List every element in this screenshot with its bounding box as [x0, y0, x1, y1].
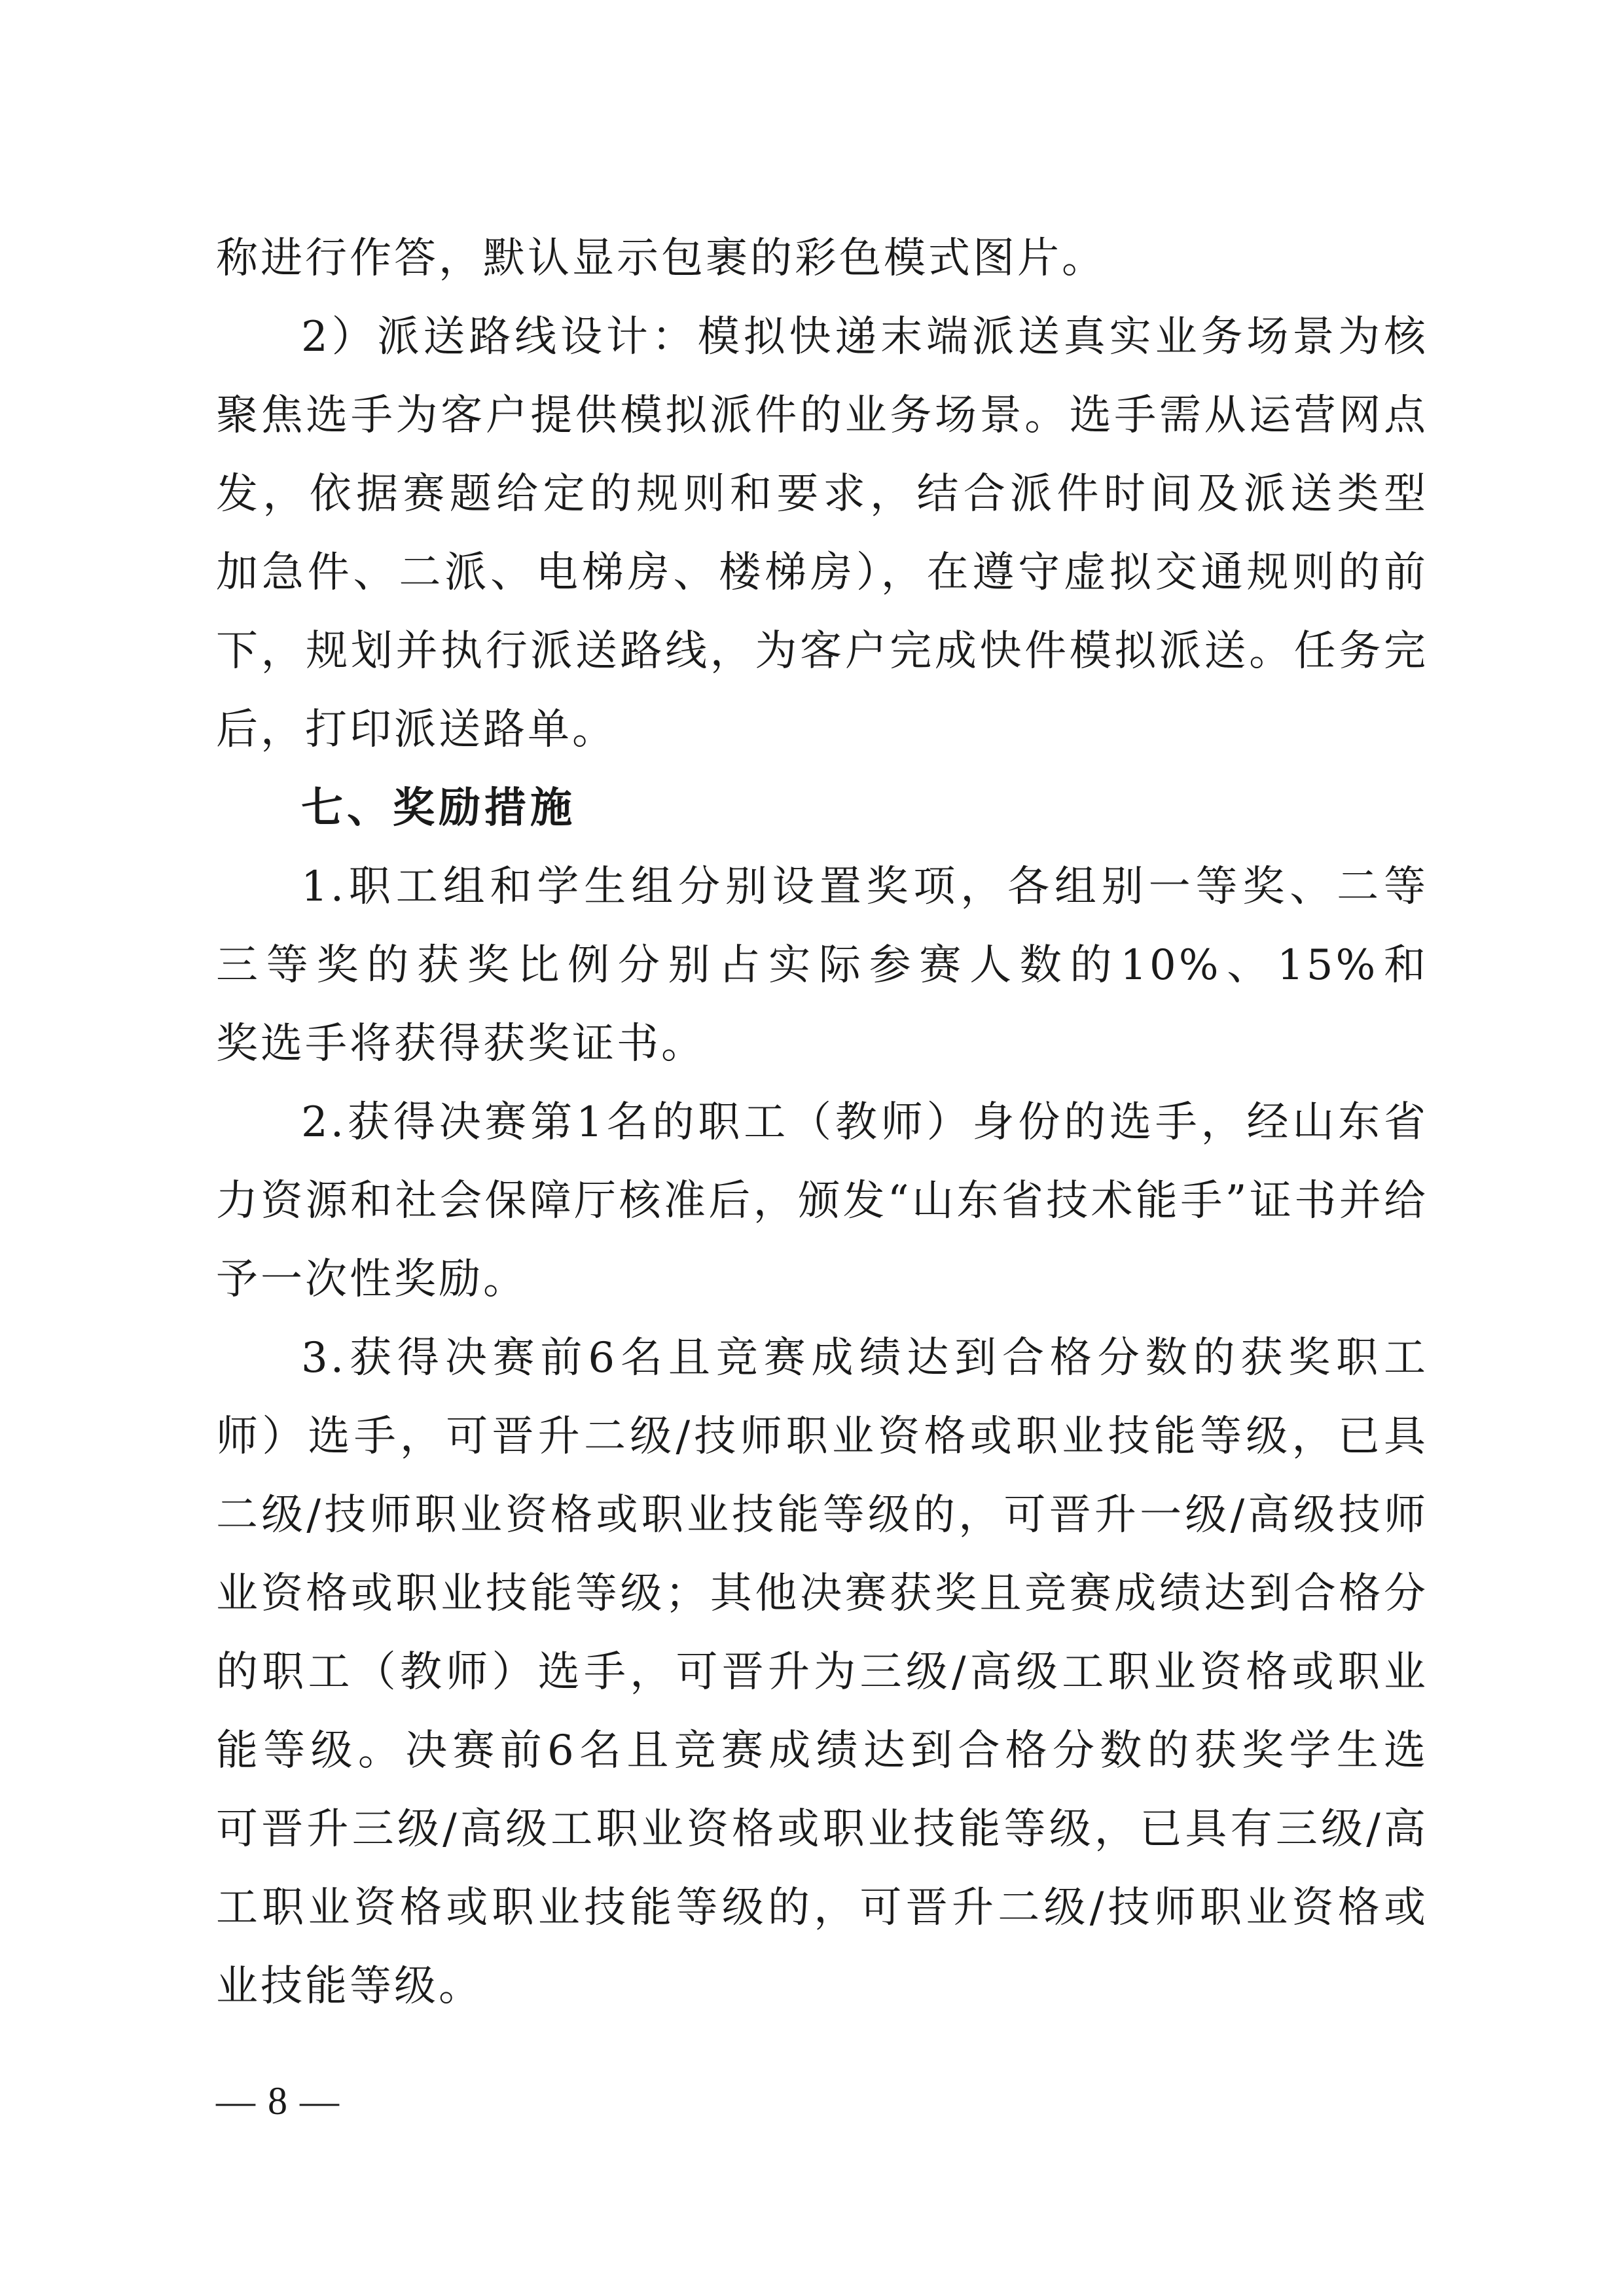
paragraph-line: 后，打印派送路单。	[216, 706, 617, 754]
paragraph-line: 称进行作答，默认显示包裹的彩色模式图片。	[216, 234, 1106, 283]
paragraph-line: 发，依据赛题给定的规则和要求，结合派件时间及派送类型	[216, 470, 1428, 518]
paragraph-line: 2.获得决赛第1名的职工（教师）身份的选手，经山东省	[301, 1098, 1428, 1147]
paragraph-line: 3.获得决赛前6名且竞赛成绩达到合格分数的获奖职工	[301, 1334, 1428, 1382]
paragraph-line: 力资源和社会保障厅核准后，颁发“山东省技术能手”证书并给	[216, 1177, 1428, 1225]
paragraph-line: 的职工（教师）选手，可晋升为三级/高级工职业资格或职业	[216, 1648, 1428, 1696]
paragraph-line: 奖选手将获得获奖证书。	[216, 1020, 706, 1068]
paragraph-line: 工职业资格或职业技能等级的，可晋升二级/技师职业资格或	[216, 1884, 1428, 1932]
paragraph-line: 三等奖的获奖比例分别占实际参赛人数的10%、15%和	[216, 941, 1428, 990]
paragraph-line: 1.职工组和学生组分别设置奖项，各组别一等奖、二等	[301, 863, 1428, 911]
section-heading: 七、奖励措施	[301, 784, 576, 833]
paragraph-line: 聚焦选手为客户提供模拟派件的业务场景。选手需从运营网点	[216, 391, 1428, 440]
paragraph-line: 可晋升三级/高级工职业资格或职业技能等级，已具有三级/高	[216, 1805, 1428, 1854]
paragraph-line: 加急件、二派、电梯房、楼梯房），在遵守虚拟交通规则的前	[216, 548, 1428, 597]
page-number: — 8 —	[216, 2079, 340, 2123]
paragraph-line: 予一次性奖励。	[216, 1255, 528, 1304]
paragraph-line: 能等级。决赛前6名且竞赛成绩达到合格分数的获奖学生选	[216, 1727, 1428, 1775]
paragraph-line: 业资格或职业技能等级；其他决赛获奖且竞赛成绩达到合格分	[216, 1570, 1428, 1618]
paragraph-line: 业技能等级。	[216, 1962, 483, 2011]
paragraph-line: 2）派送路线设计：模拟快递末端派送真实业务场景为核	[301, 313, 1428, 361]
paragraph-line: 二级/技师职业资格或职业技能等级的，可晋升一级/高级技师	[216, 1491, 1428, 1539]
paragraph-line: 师）选手，可晋升二级/技师职业资格或职业技能等级，已具	[216, 1412, 1428, 1461]
paragraph-line: 下，规划并执行派送路线，为客户完成快件模拟派送。任务完	[216, 627, 1428, 675]
